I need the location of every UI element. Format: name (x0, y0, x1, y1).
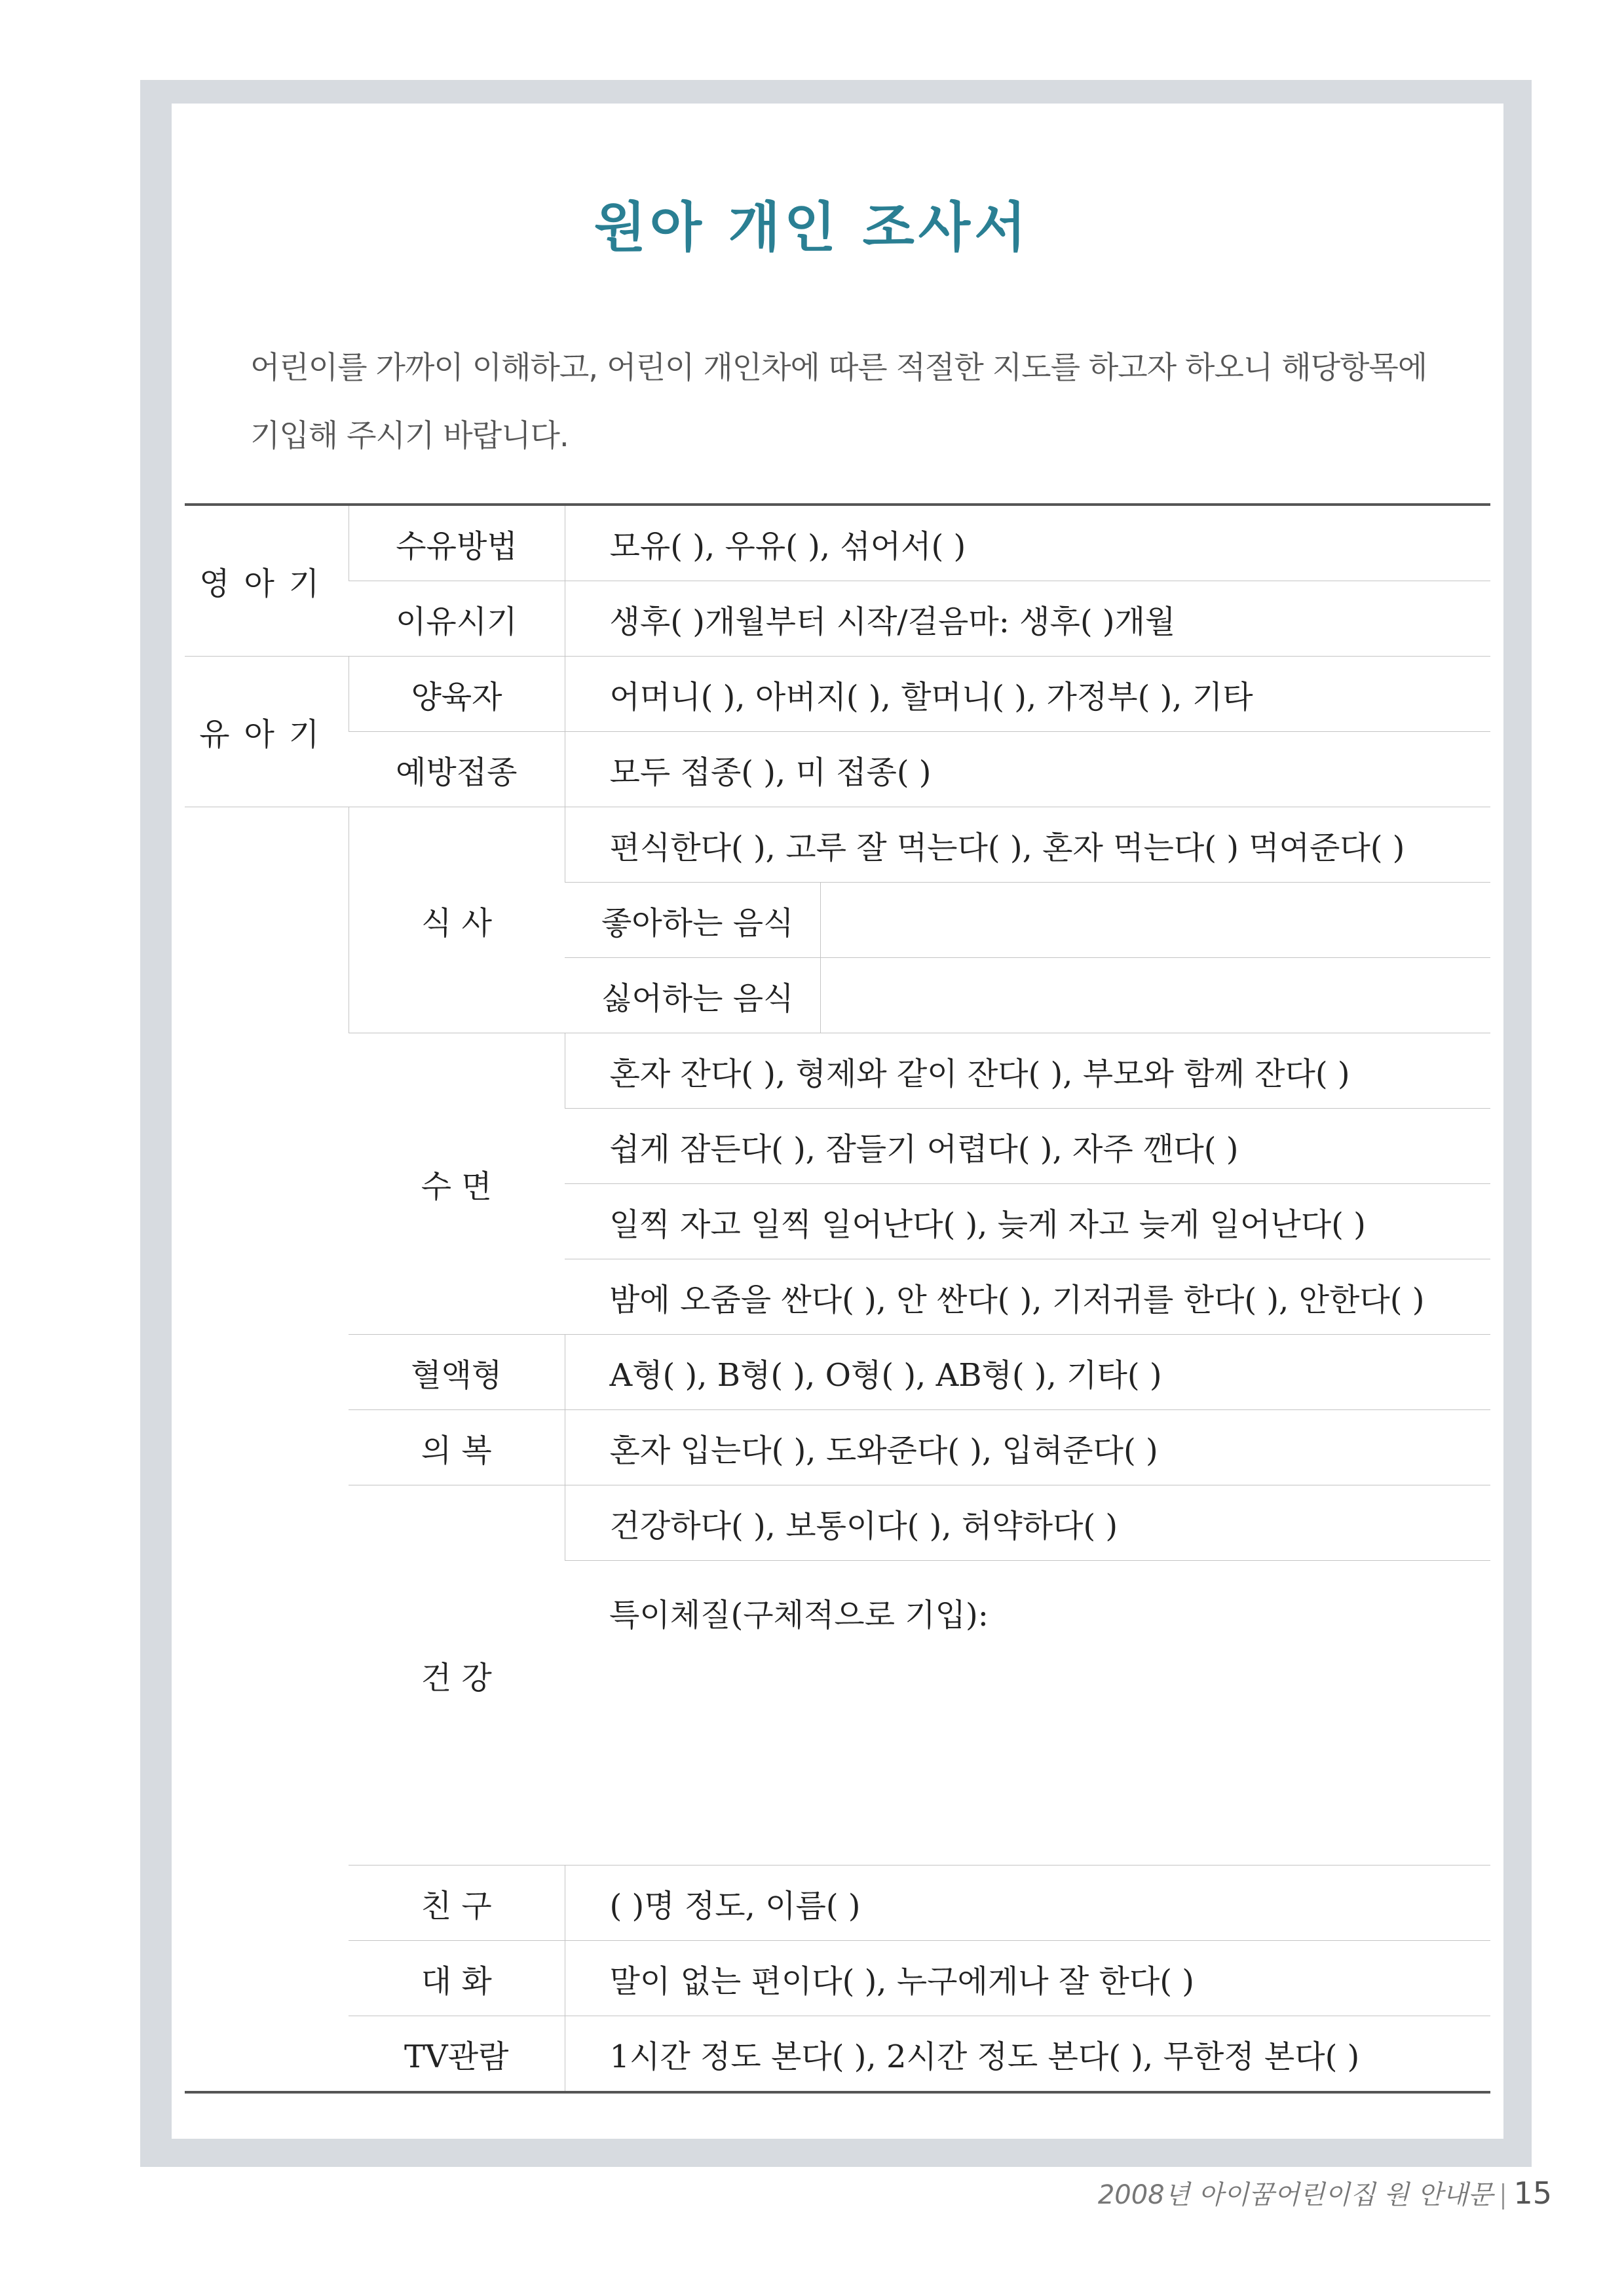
field-feeding[interactable]: 모유( ), 우유( ), 섞어서( ) (565, 505, 1490, 581)
field-conversation[interactable]: 말이 없는 편이다( ), 누구에게나 잘 한다( ) (565, 1941, 1490, 2016)
label-friends: 친 구 (349, 1866, 565, 1941)
field-blood-type[interactable]: A형( ), B형( ), O형( ), AB형( ), 기타( ) (565, 1335, 1490, 1410)
label-conversation: 대 화 (349, 1941, 565, 2016)
label-health: 건 강 (349, 1485, 565, 1866)
table-row (185, 1941, 1490, 2016)
intro-line-2: 기입해 주시기 바랍니다. (250, 418, 569, 454)
table-row (185, 1485, 1490, 1561)
table-row (185, 581, 1490, 657)
table-row (185, 1033, 1490, 1109)
table-row (185, 1410, 1490, 1485)
label-vaccination: 예방접종 (349, 732, 565, 807)
table-row (185, 657, 1490, 732)
label-blood-type: 혈액형 (349, 1335, 565, 1410)
field-clothing[interactable]: 혼자 입는다( ), 도와준다( ), 입혀준다( ) (565, 1410, 1490, 1485)
field-health-status[interactable]: 건강하다( ), 보통이다( ), 허약하다( ) (565, 1485, 1490, 1561)
footer-divider (1502, 2183, 1504, 2210)
table-row (185, 1866, 1490, 1941)
field-vaccination[interactable]: 모두 접종( ), 미 접종( ) (565, 732, 1490, 807)
group-toddler: 유아기 (185, 657, 349, 807)
document-title: 원아 개인 조사서 (594, 197, 1030, 259)
footer-text: 2008년 아이꿈어린이집 원 안내문 (1097, 2180, 1494, 2210)
intro-text (250, 334, 1469, 470)
group-blank (185, 807, 349, 2093)
label-feeding: 수유방법 (349, 505, 565, 581)
table-row (185, 505, 1490, 581)
group-infant: 영아기 (185, 505, 349, 657)
field-liked-food[interactable] (820, 883, 1490, 958)
label-caregiver: 양육자 (349, 657, 565, 732)
label-tv: TV관람 (349, 2016, 565, 2093)
label-disliked-food: 싫어하는 음식 (565, 958, 820, 1033)
table-row (185, 1335, 1490, 1410)
table-row (185, 732, 1490, 807)
table-row (185, 807, 1490, 883)
field-special-constitution[interactable]: 특이체질(구체적으로 기입): (565, 1561, 1490, 1866)
field-weaning[interactable]: 생후( )개월부터 시작/걸음마: 생후( )개월 (565, 581, 1490, 657)
label-weaning: 이유시기 (349, 581, 565, 657)
table-row (185, 2016, 1490, 2093)
field-sleep-2[interactable]: 쉽게 잠든다( ), 잠들기 어렵다( ), 자주 깬다( ) (565, 1109, 1490, 1184)
label-sleep: 수 면 (349, 1033, 565, 1335)
field-sleep-4[interactable]: 밤에 오줌을 싼다( ), 안 싼다( ), 기저귀를 한다( ), 안한다( ) (565, 1259, 1490, 1335)
page-number: 15 (1513, 2175, 1552, 2211)
label-meal: 식 사 (349, 807, 565, 1033)
field-meal-habit[interactable]: 편식한다( ), 고루 잘 먹는다( ), 혼자 먹는다( ) 먹여준다( ) (565, 807, 1490, 883)
label-clothing: 의 복 (349, 1410, 565, 1485)
page-footer (1098, 2174, 1552, 2211)
field-caregiver[interactable]: 어머니( ), 아버지( ), 할머니( ), 가정부( ), 기타 (565, 657, 1490, 732)
field-sleep-3[interactable]: 일찍 자고 일찍 일어난다( ), 늦게 자고 늦게 일어난다( ) (565, 1184, 1490, 1259)
intro-line-1: 어린이를 가까이 이해하고, 어린이 개인차에 따른 적절한 지도를 하고자 하오니 해당항목에 (250, 350, 1427, 386)
survey-table (185, 503, 1490, 2094)
label-liked-food: 좋아하는 음식 (565, 883, 820, 958)
field-disliked-food[interactable] (820, 958, 1490, 1033)
field-tv[interactable]: 1시간 정도 본다( ), 2시간 정도 본다( ), 무한정 본다( ) (565, 2016, 1490, 2093)
field-friends[interactable]: ( )명 정도, 이름( ) (565, 1866, 1490, 1941)
field-sleep-1[interactable]: 혼자 잔다( ), 형제와 같이 잔다( ), 부모와 함께 잔다( ) (565, 1033, 1490, 1109)
